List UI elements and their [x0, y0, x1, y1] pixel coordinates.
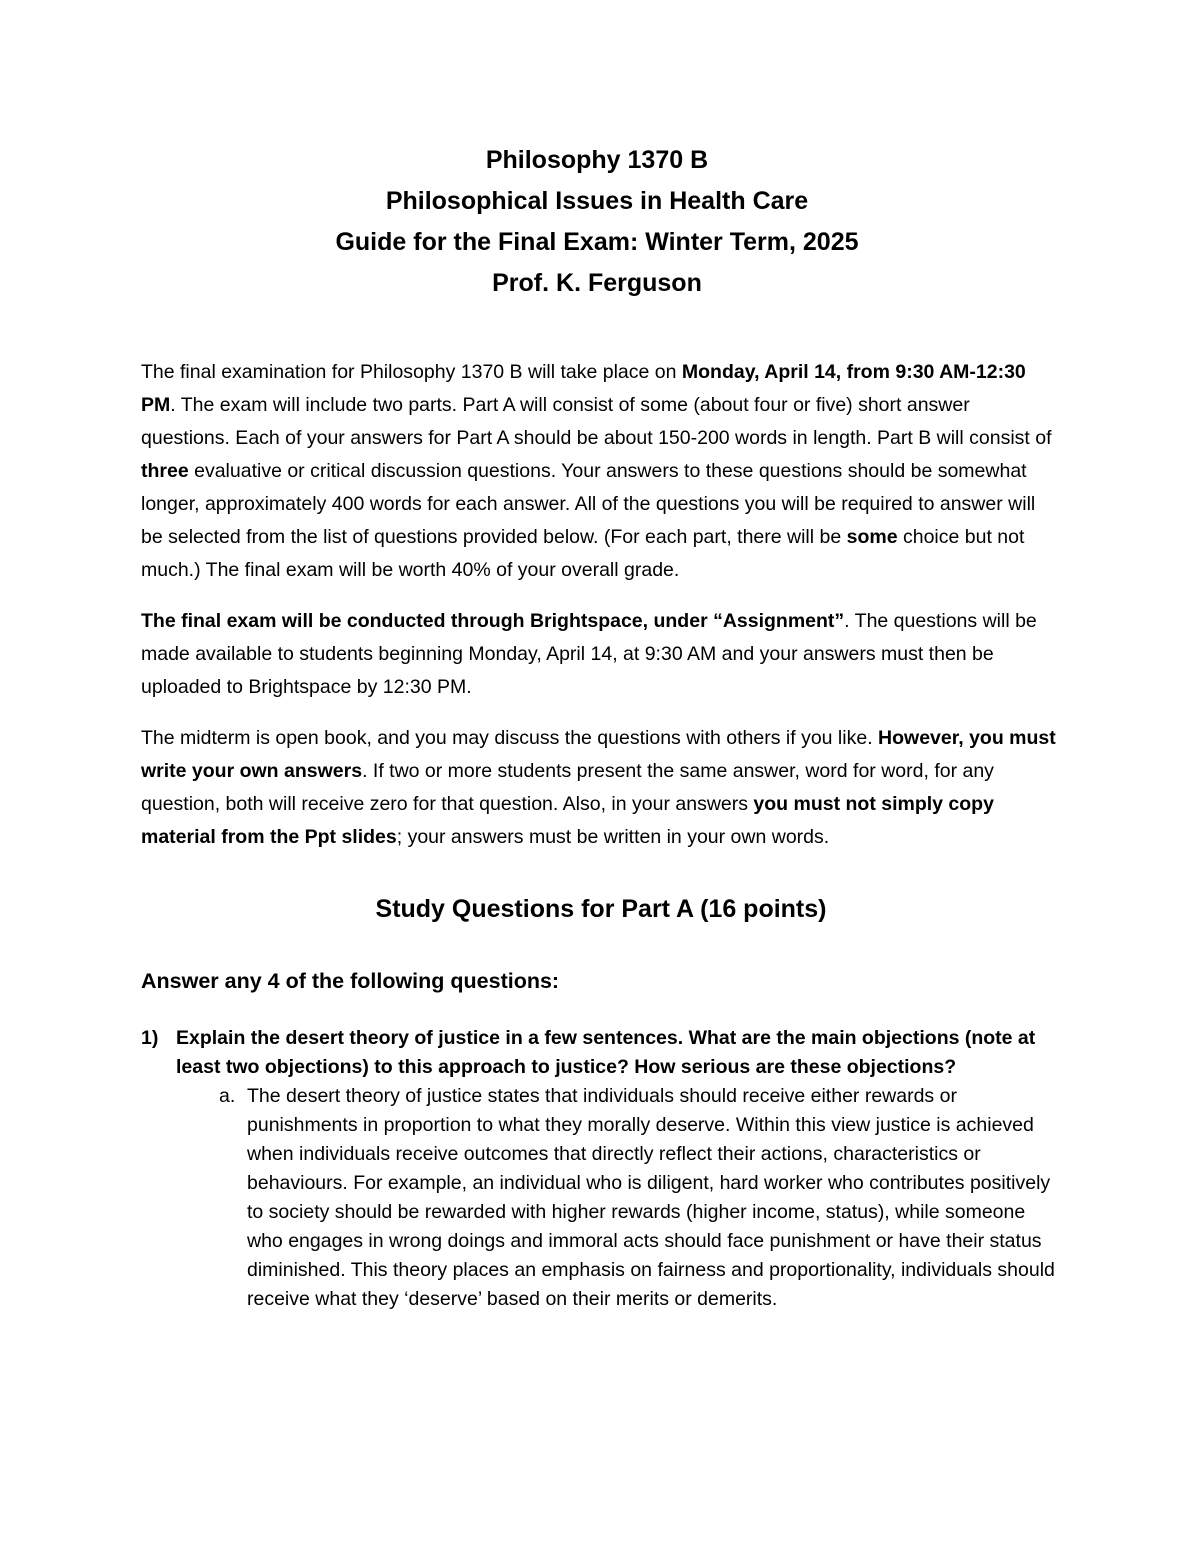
- academic-integrity-paragraph: The midterm is open book, and you may discuss the questions with others if you like. However, you must write your own answers. If two or more students present the same answer, word for word, for any question, both will receive zero for that question. Also, in your answers you must not simply copy material from the Ppt slides; your answers must be written in your own words.: [141, 727, 1056, 848]
- question-number: 1): [141, 1027, 159, 1049]
- course-code: Philosophy 1370 B: [485, 146, 709, 174]
- question-text: Explain the desert theory of justice in a few sentences. What are the main objections (note at least two objections) to this approach to justice? How serious are these objections?: [176, 1027, 1036, 1078]
- part-a-heading: Study Questions for Part A (16 points): [375, 895, 827, 923]
- no-copy-warning: you must not simply copy material from the Ppt slides: [141, 793, 994, 848]
- exam-details-paragraph: The final examination for Philosophy 1370 B will take place on Monday, April 14, from 9:30 AM-12:30 PM. The exam will include two parts. Part A will consist of some (about four or five) short answer questions. Each of your answers for Part A should be about 150-200 words in length. Part B will consist of three evaluative or critical discussion questions. Your answers to these questions should be somewhat longer, approximately 400 words for each answer. All of the questions you will be required to answer will be selected from the list of questions provided below. (For each part, there will be some choice but not much.) The final exam will be worth 40% of your overall grade.: [141, 361, 1052, 581]
- part-a-instruction: Answer any 4 of the following questions:: [141, 969, 560, 993]
- guide-title: Guide for the Final Exam: Winter Term, 2025: [335, 228, 859, 256]
- document-page: [141, 140, 1061, 1314]
- answer-item: [141, 1082, 1061, 1314]
- own-answers-warning: However, you must write your own answers: [141, 727, 1056, 782]
- emphasis-three: three: [141, 460, 189, 482]
- answer-letter: a.: [219, 1085, 236, 1107]
- emphasis-some: some: [846, 526, 898, 548]
- answer-text: The desert theory of justice states that individuals should receive either rewards or punishments in proportion to what they morally deserve. Within this view justice is achieved when individuals receive outcomes that directly reflect their actions, characteristics or behaviours. For example, an individual who is diligent, hard worker who contributes positively to society should be rewarded with higher rewards (higher income, status), while someone who engages in wrong doings and immoral acts should face punishment or have their status diminished. This theory places an emphasis on fairness and proportionality, individuals should receive what they ‘deserve’ based on their merits or demerits.: [247, 1085, 1055, 1310]
- exam-date: Monday, April 14, from 9:30 AM-12:30 PM: [141, 361, 1026, 416]
- brightspace-paragraph: The final exam will be conducted through Brightspace, under “Assignment”. The questions will be made available to students beginning Monday, April 14, at 9:30 AM and your answers must then be uploaded to Brightspace by 12:30 PM.: [141, 610, 1037, 698]
- question-item: [141, 1024, 1061, 1082]
- professor-name: Prof. K. Ferguson: [492, 269, 702, 297]
- course-title: Philosophical Issues in Health Care: [385, 187, 809, 215]
- title-block: [133, 140, 1061, 304]
- brightspace-notice: The final exam will be conducted through Brightspace, under “Assignment”: [141, 610, 845, 632]
